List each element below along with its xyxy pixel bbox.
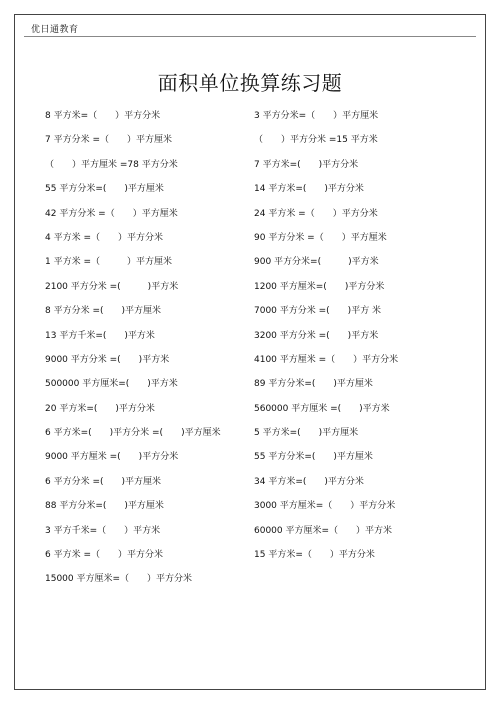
exercise-item: 7 平方分米 =（ ）平方厘米 [45,135,172,146]
exercise-item: 60000 平方厘米=（ ）平方米 [254,525,393,536]
exercise-item: 13 平方千米=( )平方米 [45,330,155,341]
exercise-item: 3000 平方厘米=（ ）平方分米 [254,501,396,512]
exercise-row [0,305,500,329]
exercise-row [0,451,500,475]
exercise-item: 6 平方分米 =( )平方厘米 [45,476,162,487]
exercise-item: 9000 平方厘米 =( )平方分米 [45,452,179,463]
exercise-row [0,378,500,402]
exercise-item: 500000 平方厘米=( )平方米 [45,379,178,390]
exercise-row [0,232,500,256]
exercise-row [0,427,500,451]
exercise-list [0,110,500,598]
exercise-item: 6 平方米 =（ ）平方分米 [45,550,163,561]
exercise-row [0,403,500,427]
exercise-row [0,354,500,378]
exercise-item: 15000 平方厘米=（ ）平方分米 [45,574,193,585]
exercise-row [0,500,500,524]
exercise-row [0,110,500,134]
exercise-item: 15 平方米=（ ）平方分米 [254,550,375,561]
exercise-row [0,549,500,573]
exercise-row [0,476,500,500]
exercise-item: 900 平方分米=( )平方米 [254,257,379,268]
exercise-item: （ ）平方厘米 =78 平方分米 [45,159,178,170]
exercise-row [0,256,500,280]
header-divider [24,36,476,37]
exercise-item: 90 平方分米 =（ ）平方厘米 [254,232,387,243]
exercise-item: 560000 平方厘米 =( )平方米 [254,403,390,414]
exercise-item: 1200 平方厘米=( )平方分米 [254,281,385,292]
exercise-row [0,525,500,549]
brand-label: 优日通教育 [31,25,79,35]
exercise-item: 42 平方分米 =（ ）平方厘米 [45,208,178,219]
exercise-item: 5 平方米=( )平方厘米 [254,428,359,439]
exercise-item: 4 平方米 =（ ）平方分米 [45,232,163,243]
exercise-row [0,330,500,354]
exercise-item: 7000 平方分米 =( )平方 米 [254,306,382,317]
exercise-item: 34 平方米=( )平方分米 [254,476,364,487]
exercise-item: 7 平方米=( )平方分米 [254,159,359,170]
exercise-item: 4100 平方厘米 =（ ）平方分米 [254,354,399,365]
exercise-item: 9000 平方分米 =( )平方米 [45,354,170,365]
exercise-item: 55 平方分米=( )平方厘米 [254,452,373,463]
exercise-item: 3 平方千米=（ ）平方米 [45,525,161,536]
exercise-item: 6 平方米=( )平方分米 =( )平方厘米 [45,428,221,439]
exercise-row [0,134,500,158]
exercise-item: 55 平方分米=( )平方厘米 [45,184,164,195]
exercise-row [0,159,500,183]
exercise-item: 20 平方米=( )平方分米 [45,403,155,414]
exercise-item: 8 平方米=（ ）平方分米 [45,111,161,121]
exercise-item: 24 平方米 =（ ）平方分米 [254,208,378,219]
exercise-row [0,573,500,597]
exercise-item: 88 平方分米=( )平方厘米 [45,501,164,512]
page-title: 面积单位换算练习题 [157,71,343,95]
exercise-row [0,208,500,232]
exercise-item: 8 平方分米 =( )平方厘米 [45,306,162,317]
exercise-item: 1 平方米 =（ ）平方厘米 [45,257,172,268]
exercise-item: 3200 平方分米 =( )平方米 [254,330,379,341]
exercise-item: 3 平方分米=（ ）平方厘米 [254,111,379,121]
exercise-item: （ ）平方分米 =15 平方米 [254,135,378,146]
exercise-item: 14 平方米=( )平方分米 [254,184,364,195]
exercise-item: 2100 平方分米 =( )平方米 [45,281,179,292]
exercise-item: 89 平方分米=( )平方厘米 [254,379,373,390]
exercise-row [0,281,500,305]
exercise-row [0,183,500,207]
